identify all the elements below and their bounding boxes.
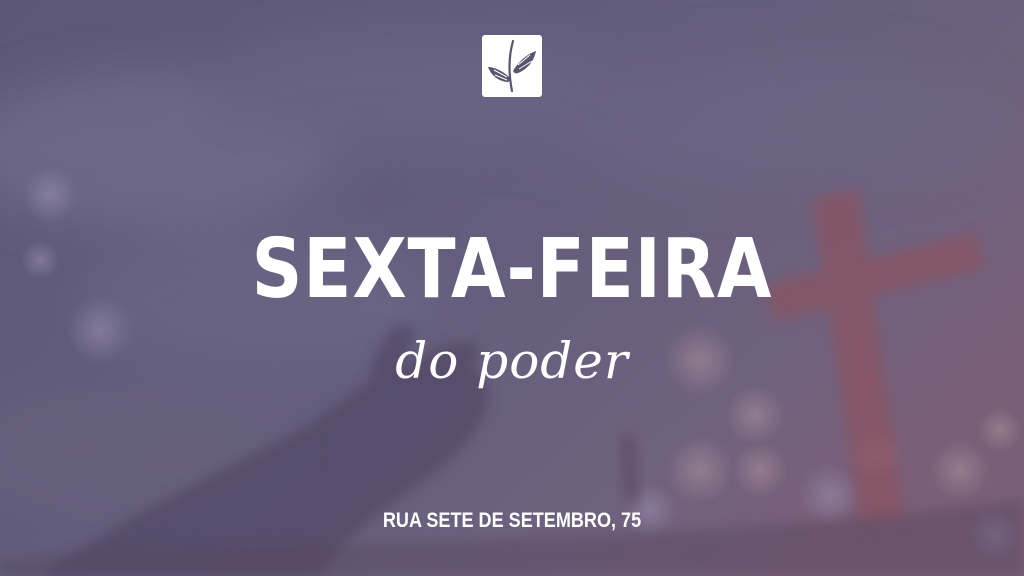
winged-plant-logo-icon — [482, 35, 542, 97]
event-subtitle: do poder — [395, 332, 629, 390]
event-title: SEXTA-FEIRA — [251, 222, 773, 317]
event-address: RUA SETE DE SETEMBRO, 75 — [382, 509, 642, 532]
church-logo — [482, 35, 542, 97]
